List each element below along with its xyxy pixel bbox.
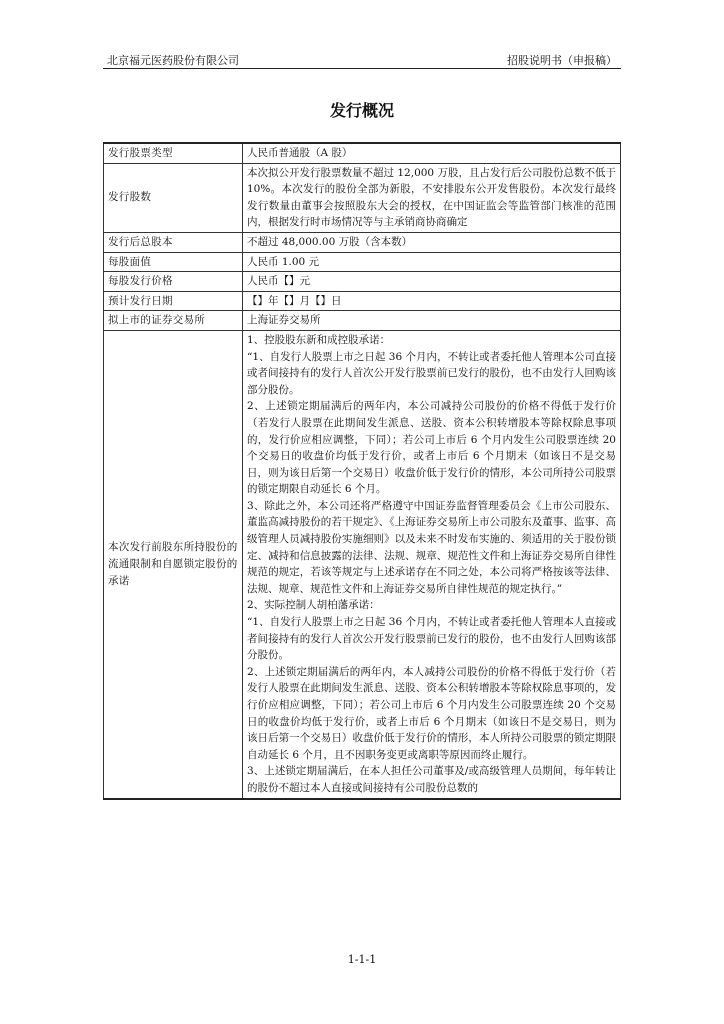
row-label: 拟上市的证券交易所 xyxy=(104,311,243,331)
lockup-paragraph: 3、上述锁定期届满后，在本人担任公司董事及/或高级管理人员期间，每年转让的股份不超过本人直接或间接持有公司股份总数的 xyxy=(247,765,616,794)
page-title: 发行概况 xyxy=(329,101,394,120)
row-label: 发行股票类型 xyxy=(104,143,243,163)
table-row-lockup xyxy=(104,330,621,798)
table-row xyxy=(104,163,621,232)
row-value: 人民币 1.00 元 xyxy=(243,252,621,272)
row-value: 上海证券交易所 xyxy=(243,311,621,331)
page-number: 1-1-1 xyxy=(347,953,377,966)
offering-overview-table xyxy=(103,142,621,800)
row-label: 本次发行前股东所持股份的流通限制和自愿锁定股份的承诺 xyxy=(104,330,243,798)
table-row xyxy=(104,311,621,331)
row-value: 不超过 48,000.00 万股（含本数） xyxy=(243,232,621,252)
row-label: 每股发行价格 xyxy=(104,272,243,292)
lockup-paragraph: “1、自发行人股票上市之日起 36 个月内，不转让或者委托他人管理本人直接或者间接持有的发行人首次公开发行股票前已发行的股份，也不由发行人回购该部分股份。 xyxy=(247,616,616,662)
lockup-paragraph: 3、除此之外，本公司还将严格遵守中国证券监督管理委员会《上市公司股东、董监高减持股份的若干规定》、《上海证券交易所上市公司股东及董事、监事、高级管理人员减持股份实施细则》以及未来不时发布实施的、须适用的关于股份锁定、减持和信息披露的法律、法规、规章、规范性文件和上海证券交易所自律性规范的规定，若该等规定与上述承诺存在不同之处，本公司将严格按该等法律、法规、规章、规范性文件和上海证券交易所自律性规范的规定执行。” xyxy=(247,499,616,595)
row-label: 预计发行日期 xyxy=(104,291,243,311)
row-label: 发行后总股本 xyxy=(104,232,243,252)
table-row xyxy=(104,252,621,272)
table-row xyxy=(104,232,621,252)
lockup-paragraph: 2、上述锁定期届满后的两年内，本人减持公司股份的价格不得低于发行价（若发行人股票在此期间发生派息、送股、资本公积转增股本等除权除息事项的，发行价应相应调整，下同）；若公司上市后 6 个月内发生公司股票连续 20 个交易日的收盘价均低于发行价，或者上市后 6 个月期末（如该日不是交易日，则为该日后第一个交易日）收盘价低于发行价的情形，本人所持公司股票的锁定期限自动延长 6 个月，且不因职务变更或离职等原因而终止履行。 xyxy=(247,665,616,761)
row-value: 人民币普通股（A 股） xyxy=(243,143,621,163)
table-row xyxy=(104,291,621,311)
lockup-paragraph: 1、控股股东新和成控股承诺： xyxy=(247,333,391,346)
lockup-paragraph: 2、上述锁定期届满后的两年内，本公司减持公司股份的价格不得低于发行价（若发行人股票在此期间发生派息、送股、资本公积转增股本等除权除息事项的，发行价应相应调整，下同）；若公司上市后 6 个月内发生公司股票连续 20 个交易日的收盘价均低于发行价，或者上市后 6 个月期末（如该日不是交易日，则为该日后第一个交易日）收盘价低于发行价的情形，本公司所持公司股票的锁定期限自动延长 6 个月。 xyxy=(247,400,616,496)
row-value: 本次拟公开发行股票数量不超过 12,000 万股，且占发行后公司股份总数不低于 10%。本次发行的股份全部为新股，不安排股东公开发售股份。本次发行最终发行数量由董事会按照股东大会的授权，在中国证监会等监管部门核准的范围内，根据发行时市场情况等与主承销商协商确定 xyxy=(243,163,621,232)
lockup-commitments xyxy=(243,330,621,798)
row-value: 【】年【】月【】日 xyxy=(243,291,621,311)
table-row xyxy=(104,272,621,292)
document-type: 招股说明书（申报稿） xyxy=(507,54,617,67)
page-header xyxy=(103,50,621,69)
table-row xyxy=(104,143,621,163)
row-label: 发行股数 xyxy=(104,163,243,232)
lockup-paragraph: 2、实际控制人胡柏藩承诺： xyxy=(247,599,380,612)
row-value: 人民币【】元 xyxy=(243,272,621,292)
row-label: 每股面值 xyxy=(104,252,243,272)
company-name: 北京福元医药股份有限公司 xyxy=(107,54,239,67)
lockup-paragraph: “1、自发行人股票上市之日起 36 个月内，不转让或者委托他人管理本公司直接或者间接持有的发行人首次公开发行股票前已发行的股份，也不由发行人回购该部分股份。 xyxy=(247,350,616,396)
